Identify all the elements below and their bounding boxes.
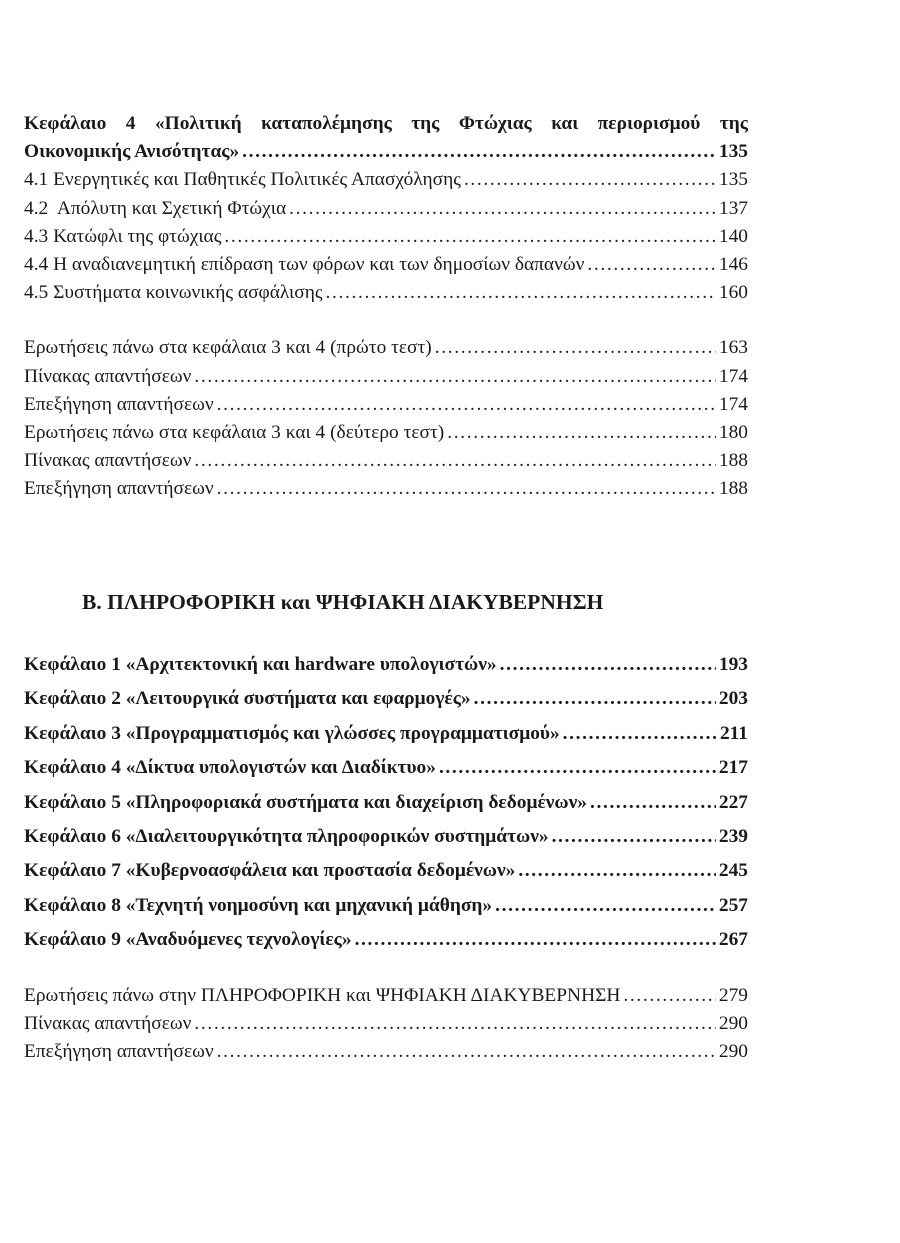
toc-page-number: 227 [718, 791, 748, 813]
toc-page-number: 217 [718, 757, 748, 779]
toc-page-number: 279 [718, 985, 748, 1006]
dot-leader [242, 138, 716, 166]
toc-entry [24, 475, 748, 503]
dot-leader [563, 717, 717, 751]
heading-word: και [551, 113, 579, 134]
dot-leader [439, 751, 716, 785]
dot-leader [590, 786, 716, 820]
toc-entry-title: 4.3 Κατώφλι της φτώχιας [24, 225, 222, 247]
toc-entry-title: Κεφάλαιο 7 «Κυβερνοασφάλεια και προστασία δεδομένων» [24, 860, 516, 882]
heading-word: καταπολέμησης [261, 113, 392, 134]
dot-leader [194, 363, 716, 391]
toc-page-number: 239 [718, 825, 748, 847]
toc-page-number: 211 [719, 722, 748, 744]
dot-leader [447, 419, 716, 447]
heading-word: της [719, 113, 748, 134]
dot-leader [194, 447, 716, 475]
toc-entry-chapter [24, 854, 748, 888]
toc-entry-chapter [24, 889, 748, 923]
toc-page-number: 257 [718, 894, 748, 916]
dot-leader [217, 475, 716, 503]
toc-entry-chapter [24, 751, 748, 785]
dot-leader [326, 279, 716, 307]
toc-entry-title: Επεξήγηση απαντήσεων [24, 393, 214, 415]
heading-word: Φτώχιας [458, 113, 532, 134]
section-b-questions [24, 982, 748, 1066]
toc-entry [24, 279, 748, 307]
heading-word: 4 [125, 113, 136, 134]
toc-entry-title: Ερωτήσεις πάνω στα κεφάλαια 3 και 4 (δεύτερο τεστ) [24, 421, 445, 443]
dot-leader [289, 195, 716, 223]
toc-entry-title: Κεφάλαιο 3 «Προγραμματισμός και γλώσσες προγραμματισμού» [24, 722, 560, 744]
toc-page-number: 267 [718, 929, 748, 951]
dot-leader [474, 682, 716, 716]
toc-page-number: 137 [718, 197, 748, 219]
toc-entry [24, 1038, 748, 1066]
toc-entry-title: Κεφάλαιο 1 «Αρχιτεκτονική και hardware υπολογιστών» [24, 654, 497, 675]
dot-leader [495, 889, 716, 923]
toc-page-number: 135 [718, 169, 748, 191]
toc-page-number: 163 [718, 337, 748, 359]
dot-leader [224, 223, 716, 251]
toc-entry-title: Κεφάλαιο 4 «Δίκτυα υπολογιστών και Διαδίκτυο» [24, 757, 436, 779]
toc-entry-title: Κεφάλαιο 8 «Τεχνητή νοημοσύνη και μηχανική μάθηση» [24, 894, 493, 916]
heading-word: «Πολιτική [154, 113, 242, 134]
section-title: Β. ΠΛΗΡΟΦΟΡΙΚΗ και ΨΗΦΙΑΚΗ ΔΙΑΚΥΒΕΡΝΗΣΗ [82, 590, 604, 614]
toc-entry [24, 363, 748, 391]
toc-entry [24, 223, 748, 251]
dot-leader [464, 166, 716, 194]
chapter4-heading-line1 [24, 110, 748, 138]
toc-entry [24, 251, 748, 279]
spacer [24, 307, 748, 334]
toc-entry-chapter [24, 820, 748, 854]
heading-word: της [411, 113, 440, 134]
toc-page-number: 193 [718, 654, 748, 675]
toc-entry-title: Κεφάλαιο 6 «Διαλειτουργικότητα πληροφορικών συστημάτων» [24, 825, 549, 847]
toc-page-number: 203 [718, 688, 748, 710]
toc-entry-title: 4.1 Ενεργητικές και Παθητικές Πολιτικές Απασχόλησης [24, 169, 461, 191]
toc-page-number: 245 [718, 860, 748, 882]
toc-page-number: 174 [718, 365, 748, 387]
toc-entry-title: Ερωτήσεις πάνω στην ΠΛΗΡΟΦΟΡΙΚΗ και ΨΗΦΙΑΚΗ ΔΙΑΚΥΒΕΡΝΗΣΗ [24, 985, 621, 1006]
toc-entry-title: Κεφάλαιο 2 «Λειτουργικά συστήματα και εφαρμογές» [24, 688, 471, 710]
toc-entry-title: Κεφάλαιο 5 «Πληροφοριακά συστήματα και διαχείριση δεδομένων» [24, 791, 587, 813]
section-a [24, 110, 748, 503]
dot-leader [552, 820, 716, 854]
dot-leader [518, 854, 716, 888]
toc-entry-title: Κεφάλαιο 9 «Αναδυόμενες τεχνολογίες» [24, 929, 352, 951]
dot-leader [217, 1038, 716, 1066]
section-b-chapters [24, 648, 748, 958]
toc-entry-title: Πίνακας απαντήσεων [24, 1013, 192, 1034]
toc-entry-title: Πίνακας απαντήσεων [24, 450, 192, 472]
dot-leader [435, 334, 716, 362]
toc-entry-title: 4.5 Συστήματα κοινωνικής ασφάλισης [24, 282, 323, 304]
toc-entry [24, 195, 748, 223]
dot-leader [194, 1010, 716, 1038]
toc-entry-chapter4 [24, 138, 748, 166]
toc-page-number: 188 [718, 478, 748, 500]
toc-entry-chapter [24, 786, 748, 820]
toc-entry-title: Επεξήγηση απαντήσεων [24, 478, 214, 500]
toc-page-number: 180 [718, 421, 748, 443]
toc-page-number: 146 [718, 253, 748, 275]
toc-page-number: 135 [718, 141, 748, 163]
dot-leader [217, 391, 716, 419]
dot-leader [355, 923, 716, 957]
toc-page-number: 140 [718, 225, 748, 247]
toc-entry-chapter [24, 717, 748, 751]
toc-entry-chapter [24, 923, 748, 957]
heading-word: Κεφάλαιο [24, 113, 107, 134]
toc-page-number: 188 [718, 450, 748, 472]
toc-entry [24, 982, 748, 1010]
toc-entry-title: 4.2 Απόλυτη και Σχετική Φτώχια [24, 197, 287, 219]
toc-entry-title: Πίνακας απαντήσεων [24, 365, 192, 387]
toc-entry [24, 447, 748, 475]
toc-entry [24, 334, 748, 362]
toc-page-number: 160 [718, 282, 748, 304]
toc-entry-title: Οικονομικής Ανισότητας» [24, 141, 240, 163]
toc-page-number: 174 [718, 393, 748, 415]
toc-entry [24, 166, 748, 194]
dot-leader [500, 648, 716, 682]
dot-leader [623, 982, 716, 1010]
toc-entry-title: 4.4 Η αναδιανεμητική επίδραση των φόρων και των δημοσίων δαπανών [24, 253, 585, 275]
toc-page-number: 290 [718, 1041, 748, 1062]
toc-entry-title: Επεξήγηση απαντήσεων [24, 1041, 214, 1062]
toc-page-number: 290 [718, 1013, 748, 1034]
heading-word: περιορισμού [597, 113, 701, 134]
toc-entry-chapter [24, 682, 748, 716]
toc-entry-title: Ερωτήσεις πάνω στα κεφάλαια 3 και 4 (πρώτο τεστ) [24, 337, 432, 359]
toc-entry [24, 1010, 748, 1038]
toc-entry [24, 419, 748, 447]
dot-leader [587, 251, 716, 279]
toc-entry-chapter [24, 648, 748, 682]
toc-entry [24, 391, 748, 419]
